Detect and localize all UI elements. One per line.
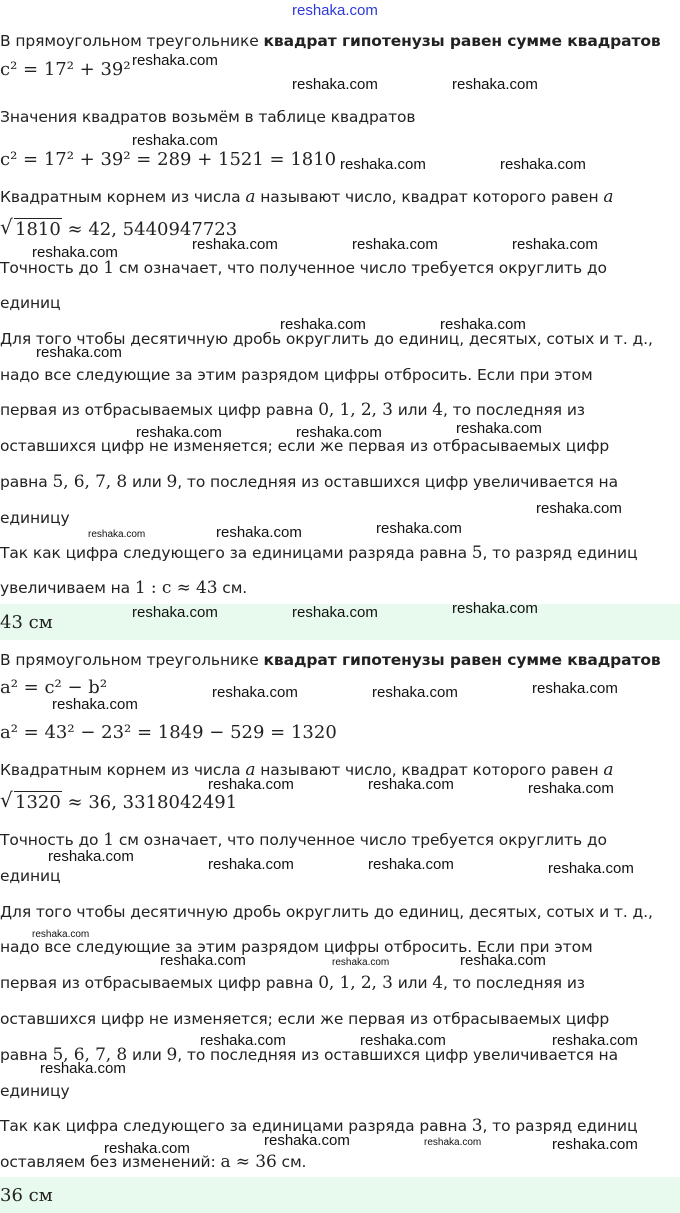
watermark: reshaka.com: [264, 1132, 350, 1149]
s2-answer-box: [0, 1177, 680, 1213]
watermark: reshaka.com: [132, 52, 218, 69]
s1-precision-line-1: Точность до 1 см означает, что полученное число требуется округлить до: [0, 258, 607, 278]
s2-rule-line-5: равна 5, 6, 7, 8 или 9, то последняя из оставшихся цифр увеличивается на: [0, 1045, 618, 1065]
s2-equation-2: a² = 43² − 23² = 1849 − 529 = 1320: [0, 722, 337, 743]
watermark: reshaka.com: [552, 1032, 638, 1049]
sqrt-symbol: √ 1320: [0, 788, 61, 813]
s1-rule-line-3: первая из отбрасываемых цифр равна 0, 1, 2, 3 или 4, то последняя из: [0, 400, 585, 420]
s2-sqrt-definition: Квадратным корнем из числа a называют число, квадрат которого равен a: [0, 760, 614, 780]
watermark: reshaka.com: [52, 696, 138, 713]
s1-conclusion-line-2: увеличиваем на 1 : c ≈ 43 см.: [0, 578, 248, 598]
watermark: reshaka.com: [360, 1032, 446, 1049]
watermark: reshaka.com: [368, 776, 454, 793]
watermark: reshaka.com: [32, 244, 118, 261]
s2-equation-1: a² = c² − b²: [0, 677, 108, 698]
watermark: reshaka.com: [532, 680, 618, 697]
watermark: reshaka.com: [340, 156, 426, 173]
watermark: reshaka.com: [452, 600, 538, 617]
s2-rule-line-2: надо все следующие за этим разрядом цифры отбросить. Если при этом: [0, 938, 593, 956]
s2-conclusion-line-2: оставляем без изменений: a ≈ 36 см.: [0, 1152, 307, 1172]
watermark: reshaka.com: [200, 1032, 286, 1049]
s2-answer: 36 см: [0, 1185, 53, 1206]
watermark: reshaka.com: [132, 604, 218, 621]
watermark: reshaka.com: [376, 520, 462, 537]
watermark-small: reshaka.com: [424, 1137, 482, 1148]
s1-rule-line-6: единицу: [0, 509, 70, 527]
watermark: reshaka.com: [372, 684, 458, 701]
watermark: reshaka.com: [536, 500, 622, 517]
s1-rule-line-5: равна 5, 6, 7, 8 или 9, то последняя из оставшихся цифр увеличивается на: [0, 472, 618, 492]
watermark: reshaka.com: [280, 316, 366, 333]
watermark-small: reshaka.com: [32, 929, 90, 940]
s1-rule-line-2: надо все следующие за этим разрядом цифры отбросить. Если при этом: [0, 366, 593, 384]
s1-intro-line: В прямоугольном треугольнике квадрат гипотенузы равен сумме квадратов: [0, 32, 661, 50]
watermark-small: reshaka.com: [332, 957, 390, 968]
watermark: reshaka.com: [296, 424, 382, 441]
watermark: reshaka.com: [368, 856, 454, 873]
watermark: reshaka.com: [456, 420, 542, 437]
s2-intro-line: В прямоугольном треугольнике квадрат гипотенузы равен сумме квадратов: [0, 651, 661, 669]
s2-rule-line-4: оставшихся цифр не изменяется; если же первая из отбрасываемых цифр: [0, 1010, 610, 1028]
watermark: reshaka.com: [48, 848, 134, 865]
s2-rule-line-1: Для того чтобы десятичную дробь округлить до единиц, десятых, сотых и т. д.,: [0, 903, 653, 921]
watermark: reshaka.com: [192, 236, 278, 253]
watermark: reshaka.com: [512, 236, 598, 253]
watermark: reshaka.com: [208, 776, 294, 793]
watermark: reshaka.com: [40, 1060, 126, 1077]
watermark: reshaka.com: [216, 524, 302, 541]
watermark: reshaka.com: [440, 316, 526, 333]
s1-equation-1: c² = 17² + 39²: [0, 59, 131, 80]
s1-rule-line-1: Для того чтобы десятичную дробь округлить до единиц, десятых, сотых и т. д.,: [0, 330, 653, 348]
watermark: reshaka.com: [548, 860, 634, 877]
s2-precision-line-2: единиц: [0, 867, 61, 885]
sqrt-symbol: √ 1810: [0, 215, 61, 240]
watermark: reshaka.com: [36, 344, 122, 361]
s1-squares-table-line: Значения квадратов возьмём в таблице квадратов: [0, 108, 416, 126]
watermark: reshaka.com: [208, 856, 294, 873]
s1-sqrt-result: √ 1810 ≈ 42, 5440947723: [0, 215, 238, 240]
s1-answer: 43 см: [0, 612, 53, 633]
s2-pythagoras-bold: квадрат гипотенузы равен сумме квадратов: [263, 651, 661, 669]
s2-precision-line-1: Точность до 1 см означает, что полученное число требуется округлить до: [0, 830, 607, 850]
s1-equation-2: c² = 17² + 39² = 289 + 1521 = 1810: [0, 149, 337, 170]
s2-rule-line-6: единицу: [0, 1082, 70, 1100]
watermark: reshaka.com: [452, 76, 538, 93]
watermark-small: reshaka.com: [88, 529, 146, 540]
s2-rule-line-3: первая из отбрасываемых цифр равна 0, 1, 2, 3 или 4, то последняя из: [0, 973, 585, 993]
watermark: reshaka.com: [160, 952, 246, 969]
watermark: reshaka.com: [212, 684, 298, 701]
s2-sqrt-result: √ 1320 ≈ 36, 3318042491: [0, 788, 238, 813]
watermark: reshaka.com: [460, 952, 546, 969]
watermark: reshaka.com: [552, 1136, 638, 1153]
watermark: reshaka.com: [104, 1140, 190, 1157]
watermark: reshaka.com: [292, 604, 378, 621]
s1-conclusion-line-1: Так как цифра следующего за единицами разряда равна 5, то разряд единиц: [0, 543, 638, 563]
s1-precision-line-2: единиц: [0, 294, 61, 312]
s1-sqrt-definition: Квадратным корнем из числа a называют число, квадрат которого равен a: [0, 187, 614, 207]
watermark: reshaka.com: [500, 156, 586, 173]
s1-pythagoras-bold: квадрат гипотенузы равен сумме квадратов: [263, 32, 661, 50]
s1-rule-line-4: оставшихся цифр не изменяется; если же первая из отбрасываемых цифр: [0, 437, 610, 455]
s2-conclusion-line-1: Так как цифра следующего за единицами разряда равна 3, то разряд единиц: [0, 1116, 638, 1136]
watermark: reshaka.com: [132, 132, 218, 149]
watermark: reshaka.com: [136, 424, 222, 441]
watermark: reshaka.com: [528, 780, 614, 797]
watermark: reshaka.com: [352, 236, 438, 253]
watermark-top: reshaka.com: [292, 2, 378, 19]
watermark: reshaka.com: [292, 76, 378, 93]
